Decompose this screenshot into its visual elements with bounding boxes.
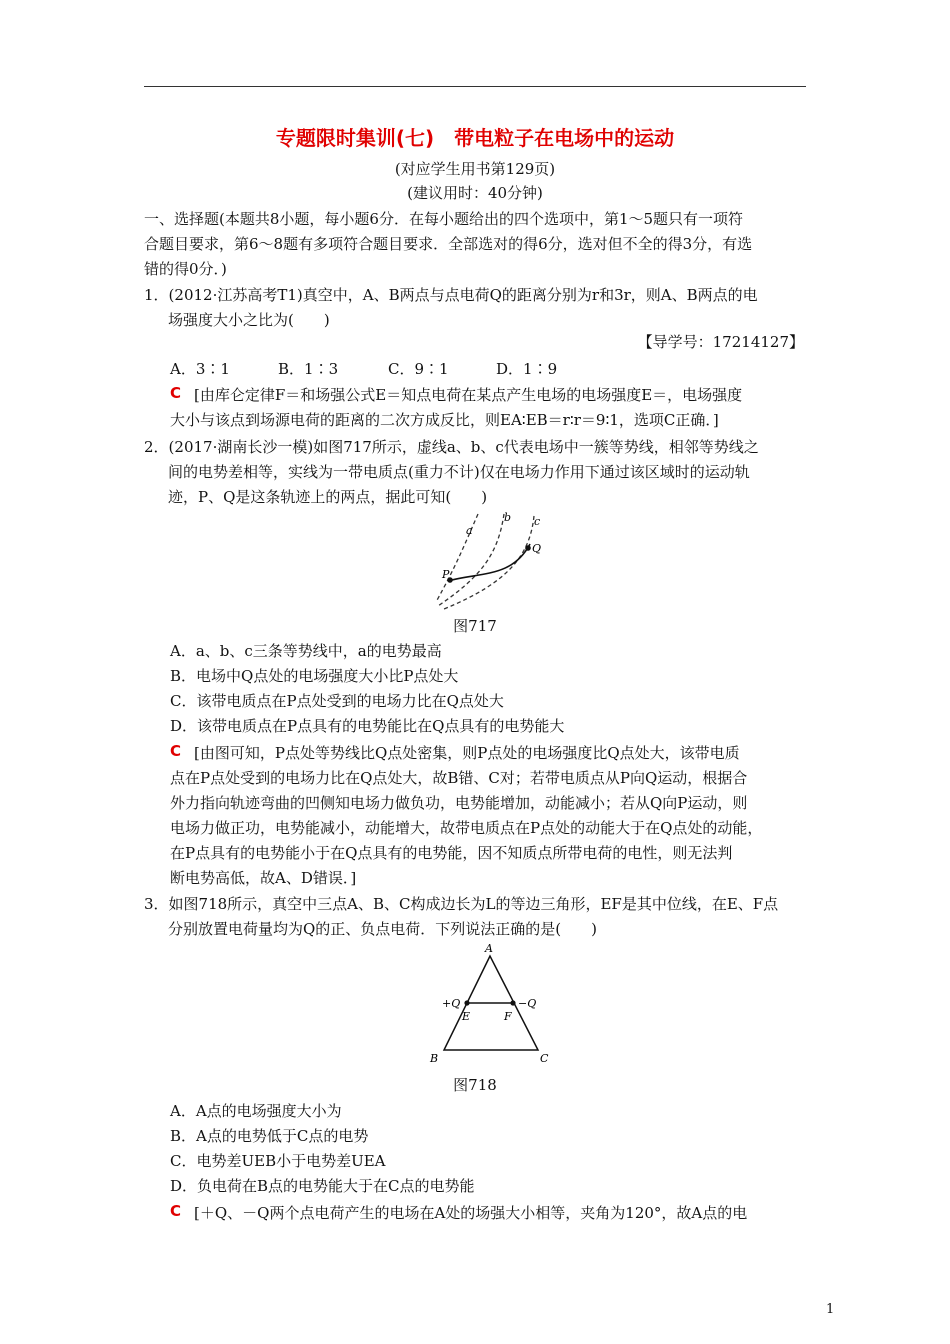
q1-answer-line: [由库仑定律F＝和场强公式E＝知点电荷在某点产生电场的电场强度E＝，电场强度: [194, 386, 743, 404]
figure-717: [420, 506, 560, 610]
q2-answer-letter: C: [170, 742, 182, 760]
charge-e-dot: [464, 1000, 469, 1005]
q2-option-c: C．该带电质点在P点处受到的电场力比在Q点处大: [170, 692, 504, 710]
q3-option-a: A．A点的电场强度大小为: [170, 1102, 342, 1120]
label-p: P: [442, 568, 450, 581]
label-q: Q: [532, 542, 542, 555]
q1-answer-line: 大小与该点到场源电荷的距离的二次方成反比，则EA∶EB＝r∶r＝9∶1，选项C正确．]: [170, 411, 719, 429]
q2-option-d: D．该带电质点在P点具有的电势能比在Q点具有的电势能大: [170, 717, 565, 735]
label-c-vertex: C: [540, 1052, 549, 1065]
q2-answer-line: 电场力做正功，电势能减小，动能增大，故带电质点在P点处的动能大于在Q点处的动能，: [170, 819, 763, 837]
section-intro-line: 一、选择题(本题共8小题，每小题6分．在每小题给出的四个选项中，第1～5题只有一项符: [144, 210, 744, 228]
label-b: b: [504, 511, 512, 524]
page-number: 1: [826, 1302, 835, 1317]
q2-answer-line: 断电势高低，故A、D错误．]: [170, 869, 357, 887]
header-rule: [144, 86, 806, 87]
charge-f-dot: [510, 1000, 515, 1005]
q3-stem: 3．如图718所示，真空中三点A、B、C构成边长为L的等边三角形，EF是其中位线，在E、F点: [144, 895, 779, 913]
label-e: E: [462, 1010, 471, 1023]
q2-option-b: B．电场中Q点处的电场强度大小比P点处大: [170, 667, 459, 685]
q1-option-d: D．1∶9: [496, 360, 558, 378]
label-a-vertex: A: [485, 942, 493, 955]
q1-stem: 1．(2012·江苏高考T1)真空中，A、B两点与点电荷Q的距离分别为r和3r，则A、B两点的电: [144, 286, 758, 304]
q3-option-b: B．A点的电势低于C点的电势: [170, 1127, 369, 1145]
label-b-vertex: B: [430, 1052, 439, 1065]
q2-stem: 间的电势差相等，实线为一带电质点(重力不计)仅在电场力作用下通过该区域时的运动轨: [168, 463, 750, 481]
figure-718: [410, 940, 560, 1070]
q2-stem: 迹，P、Q是这条轨迹上的两点，据此可知( ): [168, 488, 488, 506]
q2-answer-line: 外力指向轨迹弯曲的凹侧知电场力做负功，电势能增加，动能减小；若从Q向P运动，则: [170, 794, 748, 812]
label-minus-q: −Q: [518, 997, 537, 1010]
q3-answer-letter: C: [170, 1202, 182, 1220]
figure-717-caption: 图717: [453, 617, 497, 635]
q2-option-a: A．a、b、c三条等势线中，a的电势最高: [170, 642, 442, 660]
equipotential-line-c: [444, 516, 534, 609]
q1-stem: 场强度大小之比为( ): [168, 311, 330, 329]
page-title: 专题限时集训(七) 带电粒子在电场中的运动: [275, 126, 675, 150]
label-plus-q: +Q: [442, 997, 461, 1010]
figure-718-caption: 图718: [453, 1076, 497, 1094]
q3-option-d: D．负电荷在B点的电势能大于在C点的电势能: [170, 1177, 475, 1195]
point-q-dot: [525, 545, 531, 551]
q1-ref-number: 【导学号：17214127】: [637, 333, 804, 351]
subtitle-book-page: (对应学生用书第129页): [394, 160, 556, 178]
subtitle-time: (建议用时：40分钟): [407, 184, 543, 202]
q2-stem: 2．(2017·湖南长沙一模)如图717所示，虚线a、b、c代表电场中一簇等势线，相邻等势线之: [144, 438, 759, 456]
q1-option-b: B．1∶3: [278, 360, 339, 378]
q2-answer-line: [由图可知，P点处等势线比Q点处密集，则P点处的电场强度比Q点处大，该带电质: [194, 744, 740, 762]
label-c: c: [534, 515, 541, 528]
q1-option-a: A．3∶1: [170, 360, 230, 378]
section-intro-line: 错的得0分．): [144, 260, 227, 278]
q2-answer-line: 点在P点处受到的电场力比在Q点处大，故B错、C对；若带电质点从P向Q运动，根据合: [170, 769, 748, 787]
q3-stem: 分别放置电荷量均为Q的正、负点电荷．下列说法正确的是( ): [168, 920, 598, 938]
q3-option-c: C．电势差UEB小于电势差UEA: [170, 1152, 386, 1170]
q3-answer-line: [＋Q、－Q两个点电荷产生的电场在A处的场强大小相等，夹角为120°，故A点的电: [194, 1204, 748, 1222]
q1-option-c: C．9∶1: [388, 360, 449, 378]
q1-answer-letter: C: [170, 384, 182, 402]
trajectory-curve: [448, 544, 530, 581]
q2-answer-line: 在P点具有的电势能小于在Q点具有的电势能，因不知质点所带电荷的电性，则无法判: [170, 844, 733, 862]
label-a: a: [466, 524, 473, 537]
label-f: F: [504, 1010, 512, 1023]
section-intro-line: 合题目要求，第6～8题有多项符合题目要求．全部选对的得6分，选对但不全的得3分，有选: [144, 235, 753, 253]
